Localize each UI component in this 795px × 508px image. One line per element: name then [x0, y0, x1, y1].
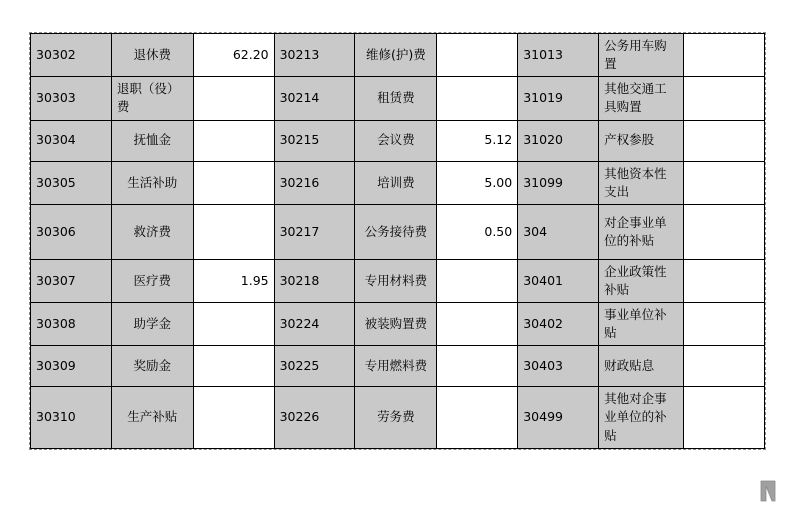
- cell-value-1[interactable]: 62.20: [193, 34, 274, 77]
- spreadsheet-table-area: [30, 33, 765, 449]
- cell-name-2[interactable]: 会议费: [355, 120, 437, 161]
- cell-code-2[interactable]: 30215: [274, 120, 355, 161]
- cell-name-3[interactable]: 公务用车购置: [599, 34, 684, 77]
- cell-name-2[interactable]: 被装购置费: [355, 303, 437, 346]
- table-row[interactable]: [31, 204, 765, 259]
- cell-code-3[interactable]: 31013: [518, 34, 599, 77]
- table-body: [31, 34, 765, 449]
- cell-name-2[interactable]: 维修(护)费: [355, 34, 437, 77]
- table-row[interactable]: [31, 387, 765, 448]
- cell-name-1[interactable]: 退休费: [111, 34, 193, 77]
- cell-name-3[interactable]: 企业政策性补贴: [599, 259, 684, 302]
- cell-name-2[interactable]: 公务接待费: [355, 204, 437, 259]
- cursor-glyph: [759, 480, 777, 502]
- cell-code-3[interactable]: 31020: [518, 120, 599, 161]
- cell-name-1[interactable]: 助学金: [111, 303, 193, 346]
- cell-code-2[interactable]: 30218: [274, 259, 355, 302]
- cell-name-3[interactable]: 财政贴息: [599, 346, 684, 387]
- cell-code-1[interactable]: 30305: [31, 161, 112, 204]
- cell-value-3[interactable]: [684, 346, 765, 387]
- cell-name-1[interactable]: 退职（役）费: [111, 77, 193, 120]
- cell-value-1[interactable]: [193, 387, 274, 448]
- budget-expenditure-table: [30, 33, 765, 449]
- cell-value-1[interactable]: [193, 120, 274, 161]
- cell-value-2[interactable]: 0.50: [437, 204, 518, 259]
- cell-name-3[interactable]: 产权参股: [599, 120, 684, 161]
- cell-value-3[interactable]: [684, 387, 765, 448]
- cell-code-3[interactable]: 30499: [518, 387, 599, 448]
- cell-value-2[interactable]: [437, 34, 518, 77]
- cell-code-3[interactable]: 30403: [518, 346, 599, 387]
- cell-value-2[interactable]: [437, 346, 518, 387]
- cell-name-1[interactable]: 生活补助: [111, 161, 193, 204]
- cell-code-1[interactable]: 30309: [31, 346, 112, 387]
- resize-cursor-icon: [759, 480, 777, 502]
- cell-value-3[interactable]: [684, 120, 765, 161]
- cell-value-1[interactable]: [193, 303, 274, 346]
- cell-value-3[interactable]: [684, 161, 765, 204]
- table-row[interactable]: [31, 34, 765, 77]
- cell-code-2[interactable]: 30216: [274, 161, 355, 204]
- cell-name-1[interactable]: 医疗费: [111, 259, 193, 302]
- cell-value-3[interactable]: [684, 77, 765, 120]
- cell-name-2[interactable]: 租赁费: [355, 77, 437, 120]
- cell-name-3[interactable]: 其他交通工具购置: [599, 77, 684, 120]
- cell-code-2[interactable]: 30213: [274, 34, 355, 77]
- cell-value-2[interactable]: 5.00: [437, 161, 518, 204]
- cell-value-3[interactable]: [684, 34, 765, 77]
- cell-value-2[interactable]: 5.12: [437, 120, 518, 161]
- table-row[interactable]: [31, 259, 765, 302]
- cell-name-1[interactable]: 奖励金: [111, 346, 193, 387]
- cell-name-2[interactable]: 专用材料费: [355, 259, 437, 302]
- cell-value-1[interactable]: [193, 346, 274, 387]
- cell-value-2[interactable]: [437, 303, 518, 346]
- table-row[interactable]: [31, 303, 765, 346]
- cell-code-2[interactable]: 30225: [274, 346, 355, 387]
- cell-name-2[interactable]: 劳务费: [355, 387, 437, 448]
- cell-name-1[interactable]: 抚恤金: [111, 120, 193, 161]
- cell-value-2[interactable]: [437, 259, 518, 302]
- cell-code-2[interactable]: 30214: [274, 77, 355, 120]
- cell-code-1[interactable]: 30302: [31, 34, 112, 77]
- cell-value-2[interactable]: [437, 77, 518, 120]
- cell-name-3[interactable]: 事业单位补贴: [599, 303, 684, 346]
- cell-value-1[interactable]: 1.95: [193, 259, 274, 302]
- table-row[interactable]: [31, 77, 765, 120]
- table-row[interactable]: [31, 161, 765, 204]
- cell-name-2[interactable]: 专用燃料费: [355, 346, 437, 387]
- cell-code-1[interactable]: 30307: [31, 259, 112, 302]
- cell-name-2[interactable]: 培训费: [355, 161, 437, 204]
- cell-code-1[interactable]: 30306: [31, 204, 112, 259]
- cell-value-2[interactable]: [437, 387, 518, 448]
- cell-name-3[interactable]: 其他资本性支出: [599, 161, 684, 204]
- cell-code-3[interactable]: 30402: [518, 303, 599, 346]
- table-row[interactable]: [31, 120, 765, 161]
- table-row[interactable]: [31, 346, 765, 387]
- cell-name-1[interactable]: 救济费: [111, 204, 193, 259]
- cell-code-2[interactable]: 30224: [274, 303, 355, 346]
- cell-value-1[interactable]: [193, 204, 274, 259]
- cell-code-1[interactable]: 30303: [31, 77, 112, 120]
- cell-code-3[interactable]: 30401: [518, 259, 599, 302]
- cell-code-1[interactable]: 30310: [31, 387, 112, 448]
- cell-code-3[interactable]: 31099: [518, 161, 599, 204]
- cell-value-3[interactable]: [684, 303, 765, 346]
- cell-code-3[interactable]: 31019: [518, 77, 599, 120]
- cell-name-3[interactable]: 其他对企事业单位的补贴: [599, 387, 684, 448]
- cell-value-3[interactable]: [684, 259, 765, 302]
- cell-value-1[interactable]: [193, 161, 274, 204]
- cell-name-1[interactable]: 生产补贴: [111, 387, 193, 448]
- cell-code-2[interactable]: 30226: [274, 387, 355, 448]
- cell-code-2[interactable]: 30217: [274, 204, 355, 259]
- cell-code-1[interactable]: 30304: [31, 120, 112, 161]
- cell-name-3[interactable]: 对企事业单位的补贴: [599, 204, 684, 259]
- cell-code-3[interactable]: 304: [518, 204, 599, 259]
- cell-value-1[interactable]: [193, 77, 274, 120]
- cell-code-1[interactable]: 30308: [31, 303, 112, 346]
- cell-value-3[interactable]: [684, 204, 765, 259]
